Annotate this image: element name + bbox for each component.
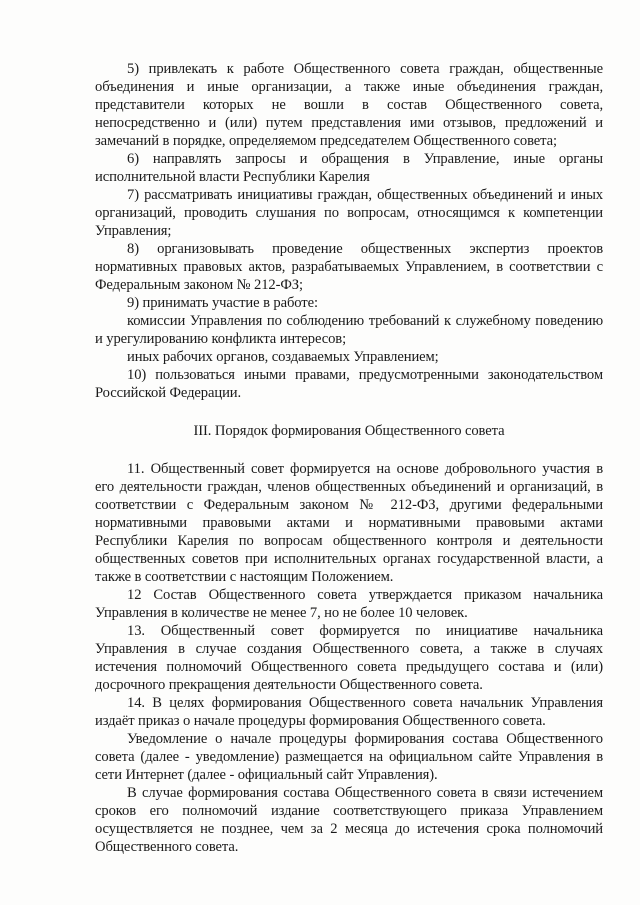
document-body — [95, 60, 603, 856]
section-heading: III. Порядок формирования Общественного совета — [193, 423, 505, 439]
paragraph-item-9-commission: комиссии Управления по соблюдению требований к служебному поведению и урегулированию конфликта интересов; — [95, 313, 603, 347]
paragraph-item-12: 12 Состав Общественного совета утверждается приказом начальника Управления в количестве не менее 7, но не более 10 человек. — [95, 587, 603, 621]
paragraph-expiration: В случае формирования состава Общественного совета в связи истечением сроков его полномочий издание соответствующего приказа Управлением осуществляется не позднее, чем за 2 месяца до истечения срока полномочий Общественного совета. — [95, 785, 603, 855]
paragraph-item-10: 10) пользоваться иными правами, предусмотренными законодательством Российской Федерации. — [95, 367, 603, 401]
paragraph-item-14: 14. В целях формирования Общественного совета начальник Управления издаёт приказ о начале процедуры формирования Общественного совета. — [95, 695, 603, 729]
paragraph-item-9: 9) принимать участие в работе: — [127, 295, 318, 311]
paragraph-item-11: 11. Общественный совет формируется на основе добровольного участия в его деятельности граждан, членов общественных объединений и организаций, в соответствии с Федеральным законом № 212-ФЗ, другими федеральными нормативными правовыми актами и нормативными правовыми актами Республики Карелия по вопросам общественного контроля и деятельности общественных советов при исполнительных органах государственной власти, а также в соответствии с настоящим Положением. — [95, 461, 603, 585]
paragraph-item-6: 6) направлять запросы и обращения в Управление, иные органы исполнительной власти Республики Карелия — [95, 151, 603, 185]
paragraph-item-13: 13. Общественный совет формируется по инициативе начальника Управления в случае создания Общественного совета, а также в случаях истечения полномочий Общественного совета предыдущего состава и (или) досрочного прекращения деятельности Общественного совета. — [95, 623, 603, 693]
paragraph-item-9-other-bodies: иных рабочих органов, создаваемых Управлением; — [127, 349, 439, 365]
paragraph-item-7: 7) рассматривать инициативы граждан, общественных объединений и иных организаций, проводить слушания по вопросам, относящимся к компетенции Управления; — [95, 187, 603, 239]
paragraph-item-8: 8) организовывать проведение общественных экспертиз проектов нормативных правовых актов, разрабатываемых Управлением, в соответствии с Федеральным законом № 212-ФЗ; — [95, 241, 603, 293]
paragraph-item-5: 5) привлекать к работе Общественного совета граждан, общественные объединения и иные организации, а также иные объединения граждан, представители которых не вошли в состав Общественного совета, непосредственно и (или) путем представления ими отзывов, предложений и замечаний в порядке, определяемом председателем Общественного совета; — [95, 61, 603, 149]
paragraph-notification: Уведомление о начале процедуры формирования состава Общественного совета (далее - уведомление) размещается на официальном сайте Управления в сети Интернет (далее - официальный сайт Управления). — [95, 731, 603, 783]
